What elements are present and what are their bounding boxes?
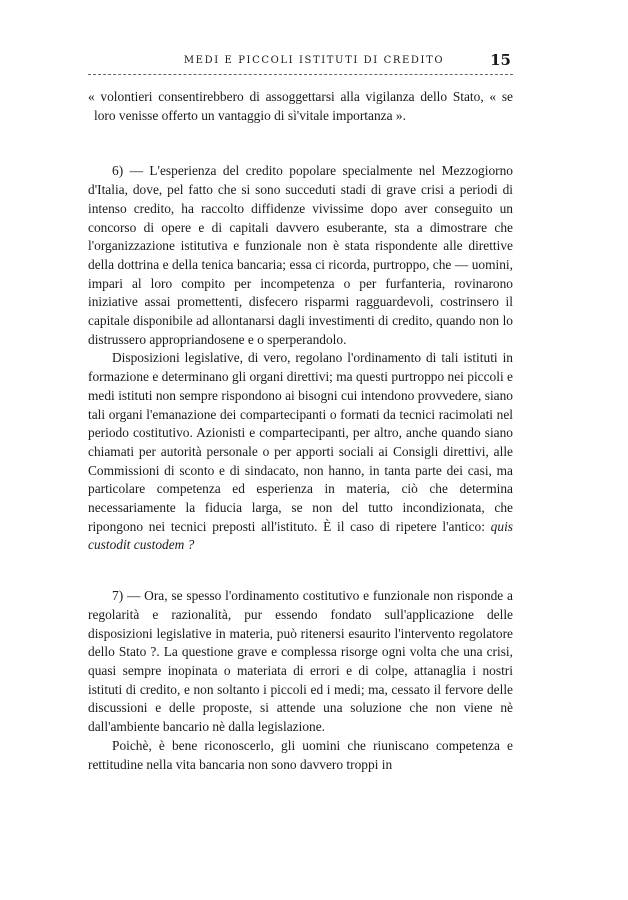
paragraph-8: Poichè, è bene riconoscerlo, gli uomini che riuniscano competenza e rettitudine nella vita bancaria non sono davvero troppi in: [88, 737, 513, 772]
body-text: [88, 88, 513, 774]
quote-paragraph: « volontieri consentirebbero di assoggettarsi alla vigilanza dello Stato, « se loro venisse offerto un vantaggio di sì'vitale importanza ».: [88, 89, 513, 123]
header-rule: [88, 74, 513, 75]
running-header: MEDI E PICCOLI ISTITUTI DI CREDITO: [183, 55, 445, 66]
paragraph-6: 6) — L'esperienza del credito popolare specialmente nel Mezzogiorno d'Italia, dove, pel fatto che si sono succeduti stadi di grave crisi a periodi di intenso credito, ha raccolto diffidenze vivissime dopo aver conseguito un concorso di opere e di capitali davvero esuberante, sta a dimostrare che l'organizzazione istitutiva e funzionale non è stata rispondente alle direttive della dottrina e della tenica bancaria; essa ci ricorda, purtroppo, che — uomini, impari al loro compito per incompetenza o per furfanteria, rovinarono iniziative assai promettenti, disfecero risparmi ragguardevoli, costrinsero il capitale disponibile ad allontanarsi dagli investimenti di credito, quando non lo distrussero appropriandosene e o sperperandolo.: [88, 163, 513, 347]
paragraph-7: 7) — Ora, se spesso l'ordinamento costitutivo e funzionale non risponde a regolarità e razionalità, pur essendo fondato sull'applicazione delle disposizioni legislative in materia, può ritenersi esaurito l'intervento regolatore dello Stato ?. La questione grave e complessa risorge ogni volta che una crisi, quasi sempre inopinata o materiata di errori e di colpe, attanaglia i nostri istituti di credito, e non soltanto i piccoli ed i medi; ma, cessato il fervore delle discussioni e delle proposte, si attende una soluzione che non viene nè dall'ambiente bancario nè dalla legislazione.: [88, 588, 513, 735]
latin-quote: quis custodit custodem ?: [88, 518, 513, 553]
paragraph-6b: [88, 349, 513, 555]
page-number: 15: [490, 51, 511, 69]
paragraph-6b-text: Disposizioni legislative, di vero, regolano l'ordinamento di tali istituti in formazione e determinano gli organi direttivi; ma questi purtroppo nei piccoli e medi istituti non sempre rispondono ai bisogni cui intendono provvedere, siano tali organi l'emanazione dei compartecipanti o formati da tecnici racimolati nel periodo costitutivo. Azionisti e compartecipanti, per altro, anche quando siano chiamati per autorità personale o per apporti sociali ai Consigli direttivi, alle Commissioni di sconto e di sindacato, non hanno, in tanta parte dei casi, ma particolare competenza ed esperienza in materia, ciò che determina necessariamente la fiducia larga, se non del tutto incondizionata, che ripongono nei tecnici preposti all'istituto. È il caso di ripetere l'antico:: [88, 350, 513, 534]
